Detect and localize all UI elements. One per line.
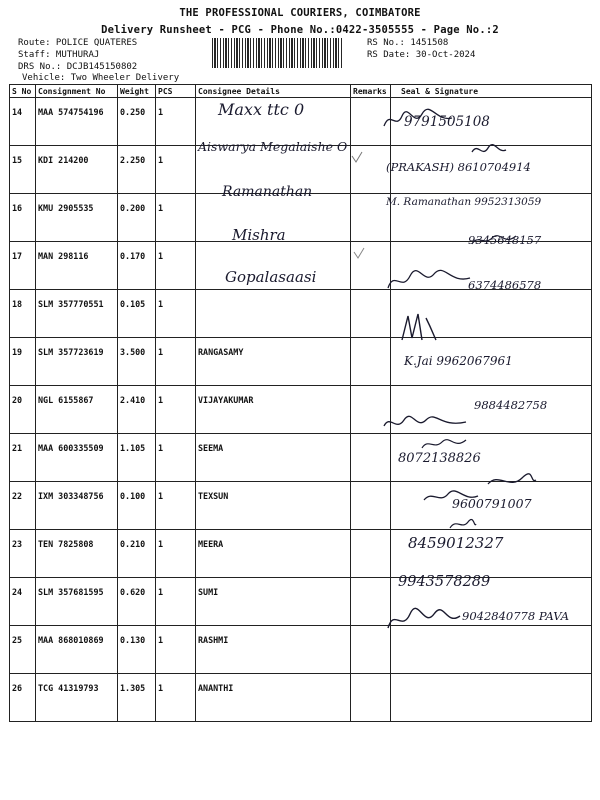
- signature-scribble: [384, 266, 474, 296]
- remarks-cell: [351, 290, 391, 338]
- rs-date: RS Date: 30-Oct-2024: [367, 50, 476, 60]
- pcs-cell: 1: [156, 626, 196, 674]
- remarks-tick-mark: [350, 150, 364, 164]
- weight-cell: 0.250: [118, 98, 156, 146]
- remarks-tick-mark: [352, 246, 366, 260]
- pcs-cell: 1: [156, 530, 196, 578]
- rs-number: RS No.: 1451508: [367, 38, 449, 48]
- weight-cell: 2.410: [118, 386, 156, 434]
- pcs-cell: 1: [156, 578, 196, 626]
- consignment-cell: KMU 2905535: [36, 194, 118, 242]
- consignment-cell: NGL 6155867: [36, 386, 118, 434]
- consignee-cell: MEERA: [196, 530, 351, 578]
- signature-scribble: [470, 232, 520, 248]
- column-header-remarks: Remarks: [351, 85, 391, 98]
- pcs-cell: 1: [156, 434, 196, 482]
- consignee-cell: ANANTHI: [196, 674, 351, 722]
- company-title: THE PROFESSIONAL COURIERS, COIMBATORE: [179, 7, 421, 19]
- handwritten-signature: 9345648157: [468, 233, 542, 247]
- handwritten-signature: 9791505108: [404, 114, 490, 130]
- table-row: [10, 626, 592, 674]
- sno-cell: 16: [10, 194, 36, 242]
- table-header-row: [10, 85, 592, 98]
- handwritten-consignee: Maxx ttc 0: [218, 100, 305, 119]
- consignment-cell: IXM 303348756: [36, 482, 118, 530]
- pcs-cell: 1: [156, 242, 196, 290]
- remarks-cell: [351, 482, 391, 530]
- remarks-cell: [351, 194, 391, 242]
- column-header-consignment: Consignment No: [36, 85, 118, 98]
- consignee-cell: SUMI: [196, 578, 351, 626]
- handwritten-consignee: Mishra: [232, 226, 286, 244]
- column-header-consignee: Consignee Details: [196, 85, 351, 98]
- handwritten-signature: K.Jai 9962067961: [404, 354, 513, 368]
- handwritten-signature: 9943578289: [398, 574, 491, 590]
- handwritten-signature: 6374486578: [468, 278, 542, 292]
- pcs-cell: 1: [156, 98, 196, 146]
- consignment-cell: MAA 600335509: [36, 434, 118, 482]
- route-label: Route: POLICE QUATERES: [18, 38, 138, 48]
- pcs-cell: 1: [156, 146, 196, 194]
- sno-cell: 25: [10, 626, 36, 674]
- weight-cell: 2.250: [118, 146, 156, 194]
- pcs-cell: 1: [156, 674, 196, 722]
- consignee-cell: TEXSUN: [196, 482, 351, 530]
- weight-cell: 0.200: [118, 194, 156, 242]
- signature-cell: [391, 674, 592, 722]
- column-header-pcs: PCS: [156, 85, 196, 98]
- consignee-cell: RANGASAMY: [196, 338, 351, 386]
- consignment-cell: TCG 41319793: [36, 674, 118, 722]
- consignee-cell: VIJAYAKUMAR: [196, 386, 351, 434]
- sno-cell: 23: [10, 530, 36, 578]
- signature-scribble: [384, 602, 464, 636]
- consignment-cell: SLM 357723619: [36, 338, 118, 386]
- sno-cell: 18: [10, 290, 36, 338]
- remarks-cell: [351, 674, 391, 722]
- remarks-cell: [351, 434, 391, 482]
- handwritten-consignee: Gopalasaasi: [225, 268, 317, 286]
- staff-label: Staff: MUTHURAJ: [18, 50, 100, 60]
- handwritten-signature: (PRAKASH) 8610704914: [386, 160, 531, 174]
- weight-cell: 0.100: [118, 482, 156, 530]
- remarks-cell: [351, 338, 391, 386]
- consignment-cell: SLM 357770551: [36, 290, 118, 338]
- signature-scribble: [380, 108, 460, 132]
- sno-cell: 26: [10, 674, 36, 722]
- table-row: [10, 674, 592, 722]
- consignee-cell: [196, 290, 351, 338]
- handwritten-signature: M. Ramanathan 9952313059: [386, 196, 542, 208]
- signature-scribble: [470, 142, 510, 158]
- handwritten-signature: 8459012327: [408, 534, 504, 552]
- handwritten-consignee: Ramanathan: [222, 184, 313, 200]
- weight-cell: 3.500: [118, 338, 156, 386]
- table-row: [10, 530, 592, 578]
- consignee-cell: SEEMA: [196, 434, 351, 482]
- runsheet-title: Delivery Runsheet - PCG - Phone No.:0422-3505555 - Page No.:2: [101, 24, 499, 36]
- sno-cell: 24: [10, 578, 36, 626]
- pcs-cell: 1: [156, 338, 196, 386]
- handwritten-signature: 9600791007: [452, 496, 532, 511]
- pcs-cell: 1: [156, 386, 196, 434]
- barcode-image: [212, 38, 344, 68]
- column-header-weight: Weight: [118, 85, 156, 98]
- weight-cell: 0.210: [118, 530, 156, 578]
- weight-cell: 0.170: [118, 242, 156, 290]
- sno-cell: 17: [10, 242, 36, 290]
- pcs-cell: 1: [156, 194, 196, 242]
- remarks-cell: [351, 530, 391, 578]
- sno-cell: 19: [10, 338, 36, 386]
- pcs-cell: 1: [156, 482, 196, 530]
- weight-cell: 1.105: [118, 434, 156, 482]
- signature-scribble: [396, 310, 442, 346]
- sno-cell: 20: [10, 386, 36, 434]
- weight-cell: 0.105: [118, 290, 156, 338]
- sno-cell: 15: [10, 146, 36, 194]
- signature-scribble: [418, 470, 538, 510]
- consignment-cell: SLM 357681595: [36, 578, 118, 626]
- sno-cell: 14: [10, 98, 36, 146]
- signature-scribble: [380, 410, 470, 436]
- drs-number: DRS No.: DCJB145150802: [18, 62, 138, 72]
- pcs-cell: 1: [156, 290, 196, 338]
- handwritten-signature: 9884482758: [474, 398, 548, 412]
- consignee-cell: RASHMI: [196, 626, 351, 674]
- consignment-cell: MAN 298116: [36, 242, 118, 290]
- handwritten-signature: 8072138826: [398, 451, 481, 466]
- consignment-cell: MAA 868010869: [36, 626, 118, 674]
- consignment-cell: MAA 574754196: [36, 98, 118, 146]
- column-header-signature: Seal & Signature: [391, 85, 592, 98]
- sno-cell: 21: [10, 434, 36, 482]
- handwritten-consignee: Aiswarya Megalaishe O: [198, 139, 348, 154]
- handwritten-signature: 9042840778 PAVA: [462, 609, 570, 623]
- weight-cell: 0.130: [118, 626, 156, 674]
- sno-cell: 22: [10, 482, 36, 530]
- vehicle-label: Vehicle: Two Wheeler Delivery: [22, 73, 180, 83]
- column-header-sno: S No: [10, 85, 36, 98]
- signature-scribble: [448, 516, 478, 532]
- table-row: [10, 290, 592, 338]
- signature-scribble: [420, 436, 480, 452]
- weight-cell: 1.305: [118, 674, 156, 722]
- weight-cell: 0.620: [118, 578, 156, 626]
- consignment-cell: TEN 7825808: [36, 530, 118, 578]
- consignment-cell: KDI 214200: [36, 146, 118, 194]
